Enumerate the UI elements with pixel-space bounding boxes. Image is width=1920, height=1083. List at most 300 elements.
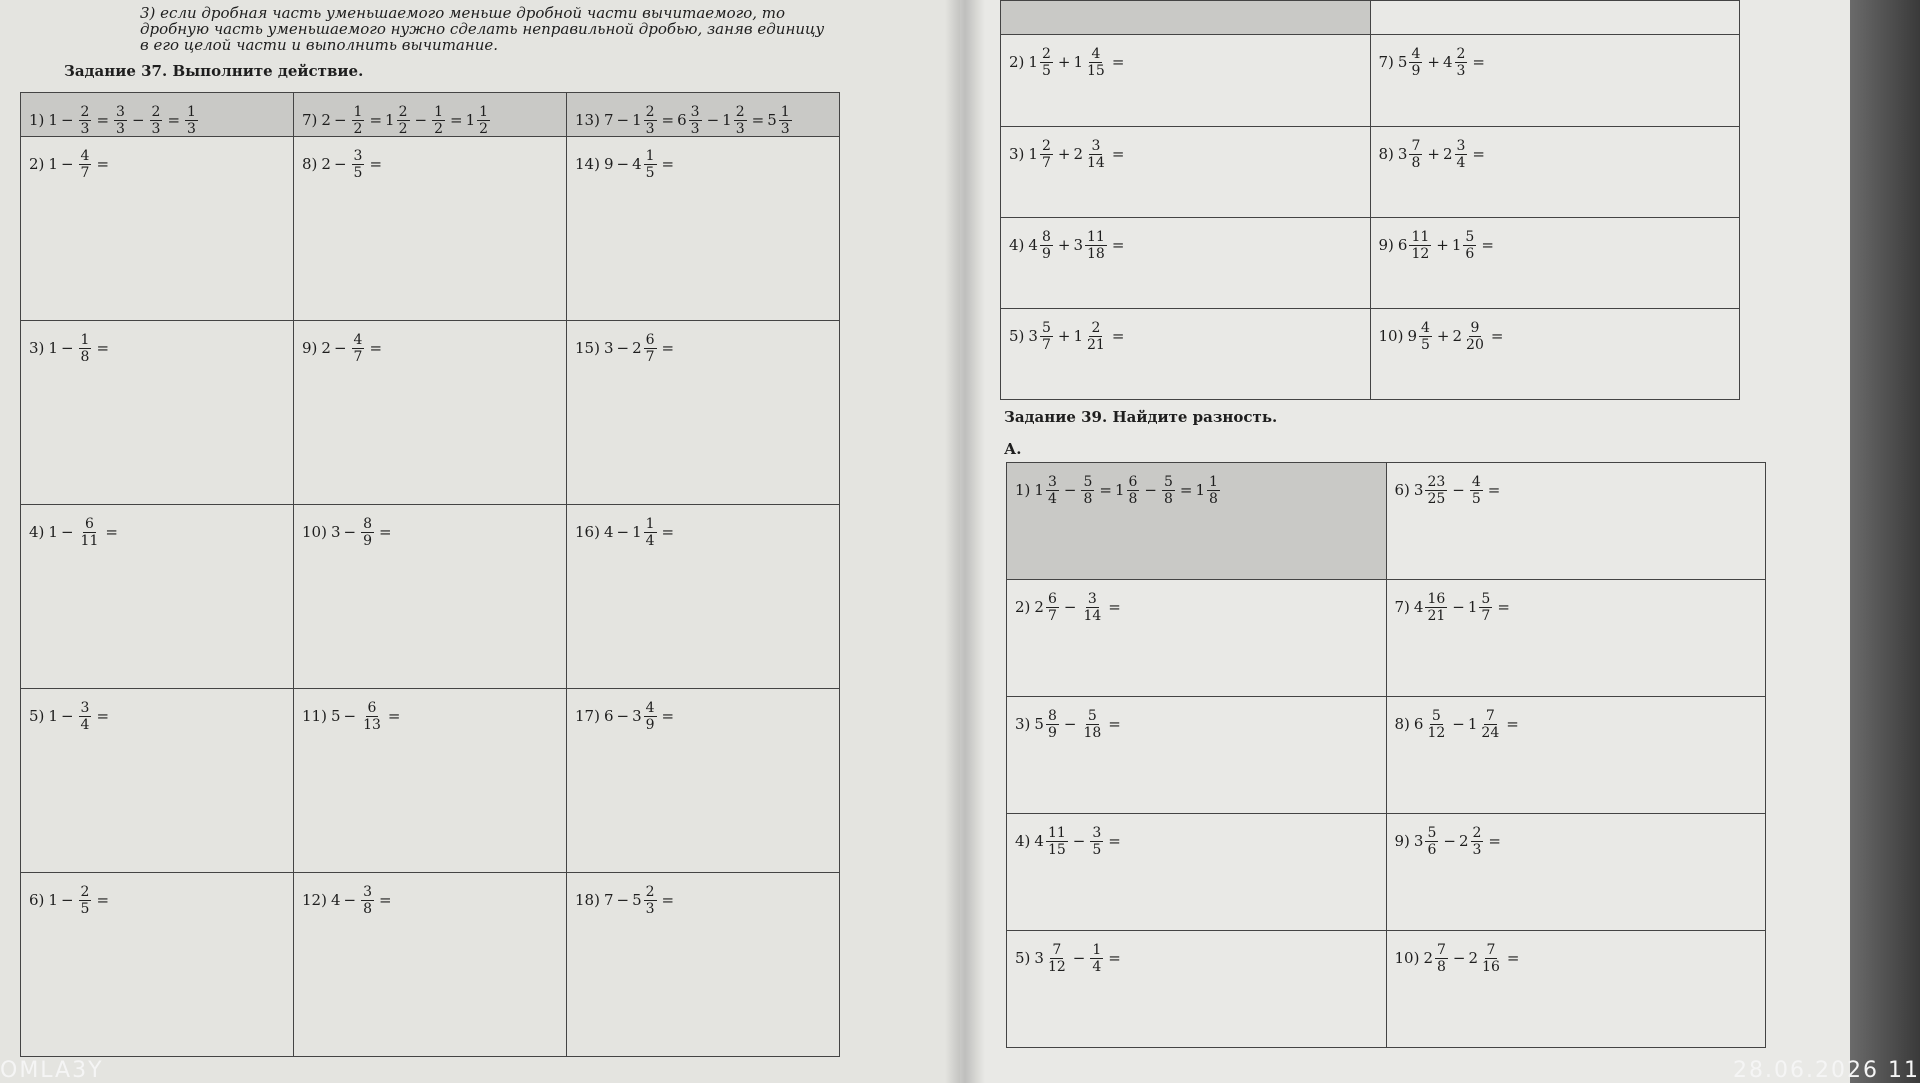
operator: − <box>1063 481 1077 499</box>
fraction <box>477 105 490 136</box>
denominator: 6 <box>1427 842 1437 858</box>
denominator: 8 <box>1209 491 1218 507</box>
fraction <box>734 105 747 136</box>
whole-number: 1 <box>1195 481 1206 499</box>
operator: − <box>333 155 347 173</box>
operator: = <box>379 891 392 909</box>
exercise-expression <box>1001 127 1127 170</box>
exercise-number: 5) <box>29 707 45 725</box>
denominator: 8 <box>1128 491 1138 507</box>
operator: − <box>1452 715 1465 733</box>
table-row <box>21 689 840 873</box>
numerator: 1 <box>1209 474 1218 490</box>
numerator: 2 <box>645 884 655 900</box>
operator: = <box>379 523 392 541</box>
denominator: 15 <box>1047 842 1066 858</box>
exercise-number: 7) <box>1394 598 1410 616</box>
exercise-expression <box>1007 931 1124 974</box>
whole-number: 5 <box>1397 53 1408 72</box>
numerator: 2 <box>1456 46 1466 63</box>
numerator: 3 <box>80 700 90 716</box>
whole-number: 1 <box>1028 144 1038 163</box>
whole-number: 1 <box>1073 53 1083 72</box>
table-row <box>1007 580 1766 697</box>
numerator: 3 <box>363 884 372 900</box>
numerator: 7 <box>1437 942 1446 958</box>
operator: = <box>1111 144 1125 163</box>
exercise-cell[interactable] <box>294 689 567 873</box>
denominator: 8 <box>1083 491 1093 507</box>
exercise-cell[interactable] <box>21 689 294 873</box>
exercise-cell[interactable] <box>567 321 840 505</box>
denominator: 7 <box>1047 608 1057 624</box>
fraction <box>1090 826 1103 857</box>
fraction <box>779 105 792 136</box>
fraction <box>79 701 92 732</box>
exercise-cell[interactable] <box>1007 697 1387 814</box>
table-row <box>21 505 840 689</box>
operator: − <box>616 155 630 173</box>
numerator: 2 <box>80 104 90 120</box>
exercise-cell[interactable] <box>21 93 294 137</box>
exercise-cell[interactable] <box>1001 35 1371 126</box>
exercise-cell[interactable] <box>21 137 294 321</box>
denominator: 25 <box>1427 491 1446 507</box>
fraction <box>397 105 410 136</box>
denominator: 7 <box>80 165 90 181</box>
exercise-expression <box>1387 580 1513 623</box>
operator: − <box>1452 598 1465 616</box>
numerator: 5 <box>1427 825 1437 841</box>
fraction <box>361 517 374 548</box>
whole-number: 1 <box>1028 53 1038 72</box>
exercise-cell[interactable] <box>567 505 840 689</box>
fraction <box>150 105 163 136</box>
exercise-cell[interactable] <box>294 137 567 321</box>
exercise-number: 4) <box>1009 235 1025 254</box>
operator: = <box>96 891 110 909</box>
fraction <box>1425 475 1447 506</box>
fraction <box>432 105 445 136</box>
numerator: 11 <box>1047 825 1066 841</box>
operator: = <box>1108 832 1121 850</box>
denominator: 5 <box>645 165 655 181</box>
whole-number: 1 <box>722 111 732 129</box>
operator: = <box>369 339 383 357</box>
operator: = <box>661 707 675 725</box>
exercise-cell[interactable] <box>1370 35 1740 126</box>
exercise-cell[interactable] <box>1370 1 1740 35</box>
table-row <box>1001 308 1740 399</box>
table-row <box>1001 217 1740 308</box>
numerator: 3 <box>1047 474 1057 490</box>
fraction <box>644 333 657 364</box>
fraction <box>644 517 657 548</box>
exercise-expression <box>1371 309 1507 352</box>
fraction <box>1046 475 1059 506</box>
numerator: 5 <box>1087 708 1097 724</box>
denominator: 3 <box>645 901 655 917</box>
operator: = <box>369 111 383 129</box>
exercise-expression <box>294 505 395 548</box>
exercise-expression <box>1387 463 1504 506</box>
exercise-cell[interactable] <box>1370 308 1740 399</box>
exercise-cell[interactable] <box>1001 308 1371 399</box>
exercise-expression <box>1001 35 1127 78</box>
operator: + <box>1057 53 1071 72</box>
operator: = <box>751 111 765 129</box>
denominator: 3 <box>116 121 125 137</box>
whole-number: 5 <box>1034 715 1044 733</box>
numerator: 6 <box>367 700 377 716</box>
denominator: 8 <box>1411 154 1421 171</box>
exercise-cell[interactable] <box>294 93 567 137</box>
denominator: 2 <box>479 121 489 137</box>
whole-number: 3 <box>603 339 614 357</box>
denominator: 2 <box>353 121 363 137</box>
exercise-cell[interactable] <box>1007 580 1387 697</box>
exercise-expression <box>21 873 112 916</box>
fraction <box>79 517 101 548</box>
whole-number: 2 <box>1468 949 1479 967</box>
operator: − <box>1072 832 1086 850</box>
whole-number: 1 <box>48 155 58 173</box>
operator: − <box>616 707 630 725</box>
exercise-number: 3) <box>1009 144 1025 163</box>
exercise-expression <box>1001 309 1127 352</box>
fraction <box>1425 826 1438 857</box>
denominator: 3 <box>80 121 90 137</box>
denominator: 13 <box>363 717 381 733</box>
exercise-cell[interactable] <box>1001 1 1371 35</box>
numerator: 5 <box>1465 228 1475 245</box>
operator: − <box>414 111 428 129</box>
operator: + <box>1436 326 1450 345</box>
fraction <box>1479 592 1492 623</box>
operator: = <box>1472 144 1485 163</box>
denominator: 20 <box>1466 336 1484 353</box>
operator: = <box>1472 53 1485 72</box>
operator: − <box>343 891 357 909</box>
whole-number: 2 <box>321 111 331 129</box>
exercise-expression <box>567 93 794 136</box>
whole-number: 4 <box>632 155 642 173</box>
exercise-expression <box>294 689 403 732</box>
numerator: 2 <box>1041 46 1051 63</box>
photo-timestamp: 28.06.2026 11 <box>1733 1058 1920 1083</box>
task-39-title: Задание 39. Найдите разность. <box>1004 408 1278 426</box>
exercise-expression <box>294 873 395 916</box>
numerator: 9 <box>1470 319 1480 336</box>
exercise-cell[interactable] <box>1386 463 1766 580</box>
exercise-expression <box>1371 127 1489 170</box>
numerator: 2 <box>398 104 408 120</box>
fraction <box>1081 709 1103 740</box>
exercise-cell[interactable] <box>567 137 840 321</box>
exercise-cell[interactable] <box>1007 931 1387 1048</box>
exercise-number: 11) <box>302 707 327 725</box>
whole-number: 4 <box>1028 235 1038 254</box>
book-spine <box>945 0 985 1083</box>
whole-number: 2 <box>321 339 331 357</box>
numerator: 3 <box>1092 825 1102 841</box>
numerator: 6 <box>1128 474 1138 490</box>
fraction <box>1409 47 1422 78</box>
denominator: 3 <box>780 121 790 137</box>
whole-number: 1 <box>48 111 58 129</box>
denominator: 2 <box>434 121 443 137</box>
numerator: 16 <box>1427 591 1446 607</box>
exercise-number: 8) <box>302 155 318 173</box>
numerator: 7 <box>1486 942 1496 958</box>
whole-number: 9 <box>603 155 614 173</box>
task-37-table <box>20 92 840 1057</box>
operator: + <box>1057 144 1071 163</box>
denominator: 4 <box>80 717 90 733</box>
whole-number: 3 <box>1413 832 1424 850</box>
whole-number: 5 <box>767 111 777 129</box>
numerator: 1 <box>1092 942 1102 958</box>
table-row <box>21 321 840 505</box>
exercise-cell[interactable] <box>567 689 840 873</box>
operator: = <box>1111 53 1125 72</box>
denominator: 24 <box>1481 725 1500 741</box>
exercise-cell[interactable] <box>294 505 567 689</box>
denominator: 5 <box>1471 491 1481 507</box>
whole-number: 3 <box>330 523 341 541</box>
fraction <box>1085 321 1107 352</box>
exercise-expression <box>21 93 200 136</box>
numerator: 4 <box>1471 474 1481 490</box>
exercise-number: 12) <box>302 891 327 909</box>
numerator: 1 <box>353 104 363 120</box>
exercise-cell[interactable] <box>1001 217 1371 308</box>
operator: = <box>1490 326 1504 345</box>
whole-number: 6 <box>1397 235 1408 254</box>
rule-line-3: в его целой части и выполнить вычитание. <box>140 36 499 54</box>
denominator: 9 <box>1047 725 1057 741</box>
fraction <box>1479 709 1501 740</box>
exercise-expression <box>21 689 112 732</box>
whole-number: 1 <box>1034 481 1044 499</box>
fraction <box>644 701 657 732</box>
denominator: 12 <box>1411 245 1430 262</box>
operator: − <box>616 891 630 909</box>
fraction <box>352 149 365 180</box>
numerator: 4 <box>1091 46 1101 63</box>
rule-line-1: 3) если дробная часть уменьшаемого меньше дробной части вычитаемого, то <box>140 4 786 22</box>
whole-number: 5 <box>632 891 642 909</box>
denominator: 12 <box>1427 725 1446 741</box>
fraction <box>1046 709 1059 740</box>
exercise-cell[interactable] <box>567 93 840 137</box>
whole-number: 2 <box>632 339 642 357</box>
whole-number: 2 <box>321 155 331 173</box>
exercise-cell[interactable] <box>1370 217 1740 308</box>
fraction <box>1046 943 1068 974</box>
operator: = <box>1099 481 1112 499</box>
exercise-cell[interactable] <box>1386 931 1766 1048</box>
whole-number: 9 <box>1407 326 1417 345</box>
whole-number: 2 <box>1452 326 1463 345</box>
whole-number: 1 <box>632 111 642 129</box>
exercise-cell[interactable] <box>294 873 567 1057</box>
exercise-expression <box>1007 580 1124 623</box>
exercise-expression <box>567 873 677 916</box>
fraction <box>1471 826 1484 857</box>
exercise-cell[interactable] <box>1007 463 1387 580</box>
denominator: 8 <box>1437 959 1446 975</box>
whole-number: 1 <box>1073 326 1083 345</box>
table-row <box>1007 814 1766 931</box>
fraction <box>352 333 365 364</box>
numerator: 7 <box>1485 708 1495 724</box>
denominator: 9 <box>1041 245 1051 262</box>
numerator: 1 <box>645 516 655 532</box>
numerator: 4 <box>645 700 655 716</box>
exercise-cell[interactable] <box>294 321 567 505</box>
exercise-number: 16) <box>575 523 600 541</box>
denominator: 16 <box>1482 959 1500 975</box>
fraction <box>644 149 657 180</box>
exercise-cell[interactable] <box>21 321 294 505</box>
exercise-number: 8) <box>1394 715 1410 733</box>
numerator: 2 <box>1472 825 1482 841</box>
numerator: 4 <box>1421 319 1430 336</box>
whole-number: 2 <box>1423 949 1433 967</box>
exercise-cell[interactable] <box>567 873 840 1057</box>
exercise-expression <box>21 321 112 364</box>
whole-number: 4 <box>603 523 614 541</box>
operator: − <box>1452 949 1466 967</box>
numerator: 2 <box>1041 137 1051 154</box>
denominator: 7 <box>353 349 363 365</box>
numerator: 4 <box>80 148 90 164</box>
exercise-number: 10) <box>1378 326 1404 345</box>
denominator: 4 <box>645 533 655 549</box>
whole-number: 1 <box>48 523 58 541</box>
operator: − <box>1063 715 1077 733</box>
exercise-cell[interactable] <box>1007 814 1387 931</box>
exercise-expression <box>1007 697 1124 740</box>
table-row <box>1007 931 1766 1048</box>
table-row <box>21 93 840 137</box>
operator: − <box>343 707 357 725</box>
exercise-expression <box>567 321 677 364</box>
fraction <box>1040 321 1053 352</box>
whole-number: 1 <box>632 523 642 541</box>
fraction <box>1081 475 1094 506</box>
fraction <box>185 105 198 136</box>
numerator: 5 <box>1481 591 1491 607</box>
exercise-number: 3) <box>29 339 45 357</box>
operator: − <box>1144 481 1157 499</box>
exercise-cell[interactable] <box>21 505 294 689</box>
denominator: 11 <box>80 533 99 549</box>
operator: = <box>661 155 675 173</box>
exercise-expression <box>21 505 121 548</box>
exercise-expression <box>1371 35 1489 78</box>
whole-number: 7 <box>603 111 614 129</box>
fraction <box>1435 943 1448 974</box>
denominator: 5 <box>1421 336 1430 353</box>
exercise-number: 4) <box>29 523 45 541</box>
exercise-cell[interactable] <box>1001 126 1371 217</box>
whole-number: 6 <box>677 111 687 129</box>
operator: = <box>450 111 463 129</box>
fraction <box>1425 592 1447 623</box>
task-39-table <box>1006 462 1766 1048</box>
operator: = <box>96 111 110 129</box>
operator: − <box>333 111 347 129</box>
whole-number: 1 <box>1451 235 1462 254</box>
fraction <box>1464 321 1486 352</box>
exercise-number: 1) <box>1015 481 1031 499</box>
denominator: 9 <box>645 717 655 733</box>
operator: = <box>1488 832 1501 850</box>
operator: + <box>1436 235 1449 254</box>
operator: = <box>1108 949 1121 967</box>
denominator: 21 <box>1427 608 1446 624</box>
denominator: 9 <box>363 533 372 549</box>
denominator: 9 <box>1411 63 1421 80</box>
denominator: 3 <box>690 121 700 137</box>
operator: − <box>60 523 74 541</box>
whole-number: 6 <box>603 707 614 725</box>
operator: = <box>1108 598 1121 616</box>
numerator: 3 <box>690 104 700 120</box>
numerator: 1 <box>780 104 790 120</box>
fraction <box>644 105 657 136</box>
denominator: 6 <box>1465 245 1475 262</box>
fraction <box>689 105 702 136</box>
exercise-cell[interactable] <box>1386 697 1766 814</box>
exercise-cell[interactable] <box>1386 814 1766 931</box>
denominator: 8 <box>363 901 372 917</box>
denominator: 14 <box>1083 608 1102 624</box>
numerator: 5 <box>1164 474 1173 490</box>
table-row <box>1001 35 1740 126</box>
fraction <box>352 105 365 136</box>
fraction <box>79 149 92 180</box>
numerator: 5 <box>1431 708 1441 724</box>
fraction <box>1046 826 1068 857</box>
operator: − <box>616 523 630 541</box>
whole-number: 2 <box>1442 144 1453 163</box>
exercise-number: 2) <box>1009 53 1025 72</box>
whole-number: 4 <box>330 891 341 909</box>
numerator: 3 <box>353 148 363 164</box>
exercise-cell[interactable] <box>1370 126 1740 217</box>
exercise-cell[interactable] <box>1386 580 1766 697</box>
numerator: 3 <box>1087 591 1097 607</box>
exercise-cell[interactable] <box>21 873 294 1057</box>
fraction <box>1455 139 1468 170</box>
operator: = <box>1111 235 1125 254</box>
exercise-expression <box>1001 218 1127 261</box>
operator: = <box>1108 715 1121 733</box>
exercise-number: 4) <box>1015 832 1031 850</box>
exercise-number: 5) <box>1009 326 1025 345</box>
exercise-number: 7) <box>302 111 318 129</box>
numerator: 1 <box>479 104 489 120</box>
fraction <box>1040 139 1053 170</box>
exercise-expression <box>1387 697 1522 740</box>
exercise-number: 9) <box>1394 832 1410 850</box>
denominator: 8 <box>1164 491 1173 507</box>
fraction <box>1127 475 1140 506</box>
numerator: 1 <box>434 104 443 120</box>
